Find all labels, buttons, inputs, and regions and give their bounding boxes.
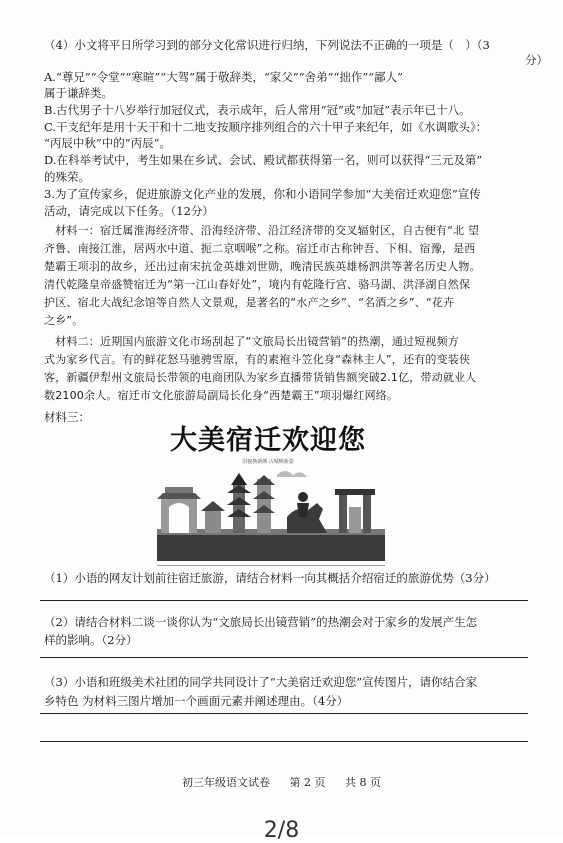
material-2-line: 数2100余人。宿迁市文化旅游局副局长化身“西楚霸王”项羽爆红网络。 bbox=[44, 389, 399, 402]
page-total: 共 8 页 bbox=[345, 776, 381, 789]
material-1-line: 清代乾隆皇帝盛赞宿迁为“第一江山春好处”，境内有乾隆行宫、骆马湖、洪泽湖自然保 bbox=[44, 278, 471, 291]
option-c: C.干支纪年是用十天干和十二地支按顺序排列组合的六十甲子来纪年，如《水调歌头》： bbox=[44, 120, 488, 134]
material-1-line: 护区、宿北大战纪念馆等自然人文景观，是著名的“水产之乡”、“名酒之乡”、“花卉 bbox=[44, 296, 455, 309]
answer-line bbox=[40, 600, 528, 601]
material-2-line: 客，新疆伊犁州文旅局长带领的电商团队为家乡直播带货销售额突破2.1亿，带动就业人 bbox=[44, 371, 477, 384]
option-c-cont: “丙辰中秋”中的“丙辰”。 bbox=[44, 136, 172, 150]
material-1-line: 齐鲁、南接江淮，居两水中道、扼二京咽喉”之称。宿迁市古称钟吾、下相、宿豫，是西 bbox=[44, 242, 476, 255]
sub-question-3: （3）小语和班级美术社团的同学共同设计了“大美宿迁欢迎您”宣传图片，请你结合家 bbox=[44, 675, 478, 689]
material-1-line: 之乡”。 bbox=[44, 314, 84, 327]
poster-image bbox=[157, 455, 385, 566]
answer-line bbox=[40, 741, 528, 742]
option-d-cont: 的殊荣。 bbox=[44, 170, 90, 184]
answer-line bbox=[40, 657, 528, 658]
page-number: 第 2 页 bbox=[289, 776, 326, 789]
material-3-label: 材料三： bbox=[44, 410, 90, 424]
option-a-cont: 属于谦辞类。 bbox=[44, 86, 113, 100]
exam-title: 初三年级语文试卷 bbox=[182, 776, 270, 789]
sub-question-3-cont: 乡特色 为材料三图片增加一个画面元素并阐述理由。（4分） bbox=[44, 694, 349, 708]
question-4-stem: （4）小文将平日所学习到的部分文化常识进行归纳，下列说法不正确的一项是（ ）（3 bbox=[44, 38, 490, 52]
answer-line bbox=[40, 713, 528, 714]
material-1-line: 楚霸王项羽的故乡，还出过南宋抗金英雄刘世勋，晚清民族英雄杨泗洪等著名历史人物。 bbox=[44, 260, 481, 273]
material-2-line: 式为家乡代言。有的鲜花怒马驰骋雪原，有的素袍斗笠化身“森林主人”，还有的变装侠 bbox=[44, 353, 471, 366]
sub-question-1: （1）小语的网友计划前往宿迁旅游，请结合材料一向其概括介绍宿迁的旅游优势（3分） bbox=[44, 571, 496, 585]
option-d: D.在科举考试中，考生如果在乡试、会试、殿试都获得第一名，则可以获得“三元及第” bbox=[44, 153, 483, 167]
page-indicator: 2/8 bbox=[263, 818, 300, 843]
question-3-task: 活动，请完成以下任务。（12分） bbox=[44, 204, 214, 218]
page-footer bbox=[0, 774, 563, 790]
sub-question-2: （2）请结合材料二谈一谈你认为“文旅局长出镜营销”的热潮会对于家乡的发展产生怎 bbox=[44, 615, 478, 629]
option-b: B.古代男子十八岁举行加冠仪式，表示成年，后人常用“冠”或“加冠”表示年已十八。 bbox=[44, 103, 471, 117]
option-a: A.“尊兄”“令堂”“寒暄”“大驾”属于敬辞类，“家父”“舍弟”“拙作”“鄙人” bbox=[44, 70, 404, 84]
question-3-stem: 3.为了宣传家乡，促进旅游文化产业的发展，你和小语同学参加“大美宿迁欢迎您”宣传 bbox=[44, 187, 481, 201]
poster-subtitle: 旧貌换新颜 古城焕新姿 bbox=[242, 459, 294, 465]
question-4-stem-cont: 分） bbox=[525, 53, 548, 67]
material-1-line: 材料一：宿迁属淮海经济带、沿海经济带、沿江经济带的交叉辐射区，自古便有“北 望 bbox=[44, 224, 480, 237]
poster-title: 大美宿迁欢迎您 旧貌换新颜 古城焕新姿 bbox=[170, 425, 366, 465]
material-2-line: 材料二：近期国内旅游文化市场刮起了“文旅局长出镜营销”的热潮，通过短视频方 bbox=[44, 335, 459, 348]
sub-question-2-cont: 样的影响。（2分） bbox=[44, 633, 138, 647]
